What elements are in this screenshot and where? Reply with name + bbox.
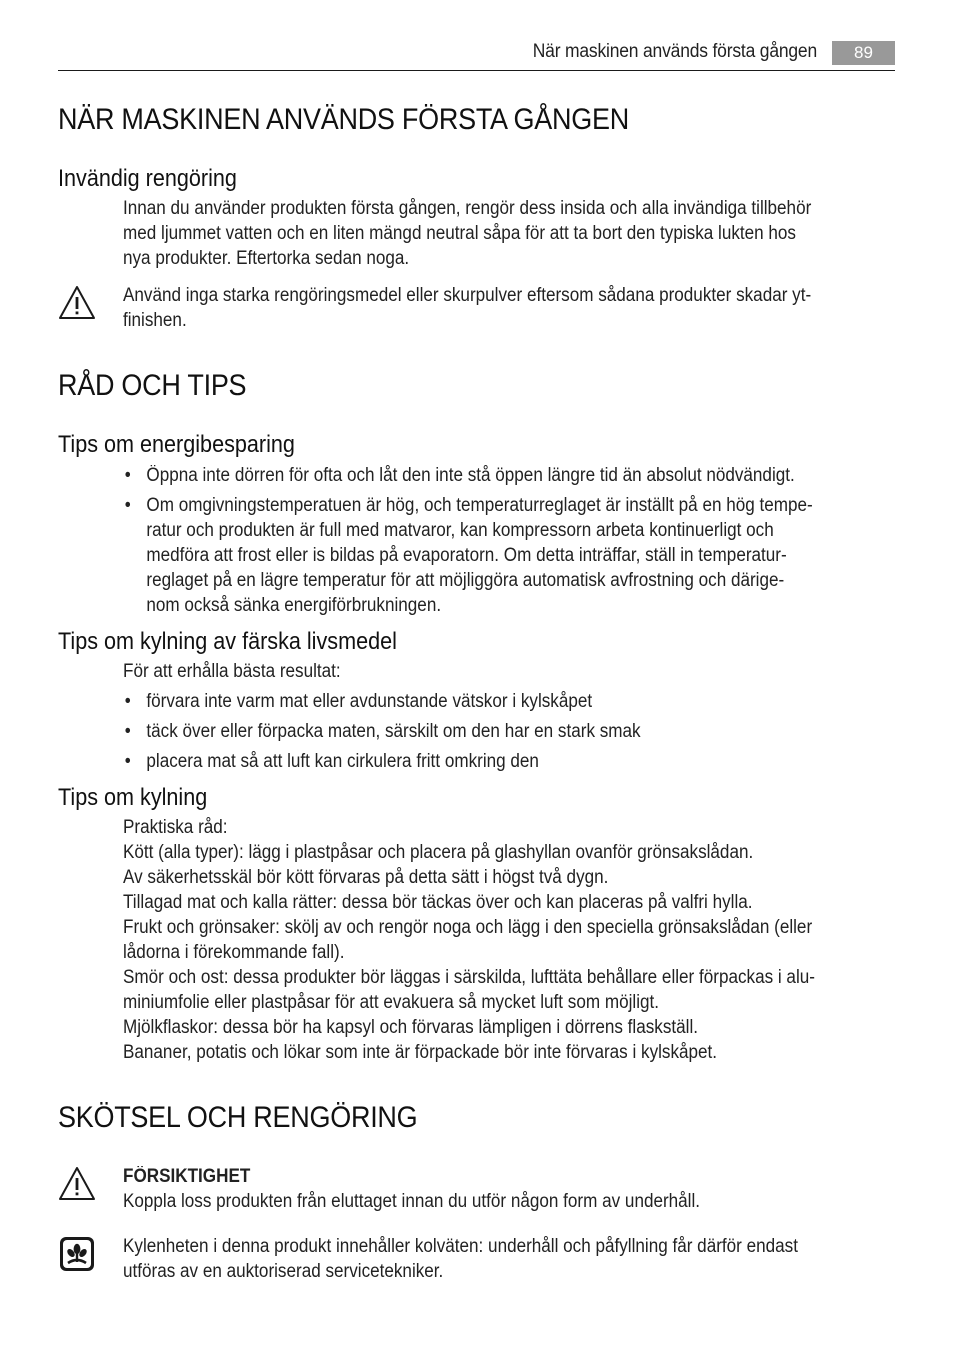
section-title-advice: RÅD OCH TIPS xyxy=(58,369,247,402)
bullet-icon: • xyxy=(124,495,131,516)
fresh-food-intro: För att erhålla bästa resultat: xyxy=(123,661,341,682)
text-line: Kött (alla typer): lägg i plastpåsar och placera på glashyllan ovanför grönsakslådan. xyxy=(123,842,754,863)
warning-note xyxy=(58,283,895,333)
environment-flower-icon xyxy=(58,1236,96,1272)
text-line: Praktiska råd: xyxy=(123,817,228,838)
section-title-first-use: NÄR MASKINEN ANVÄNDS FÖRSTA GÅNGEN xyxy=(58,103,629,136)
text-line: Mjölkflaskor: dessa bör ha kapsyl och förvaras lämpligen i dörrens flaskställ. xyxy=(123,1017,699,1038)
text-line: Innan du använder produkten första gången, rengör dess insida och alla invändiga tillbehör xyxy=(123,198,812,219)
list-item: • förvara inte varm mat eller avdunstande vätskor i kylskåpet xyxy=(124,691,593,712)
text-line: utföras av en auktoriserad servicetekniker. xyxy=(123,1261,444,1282)
caution-note xyxy=(58,1164,895,1214)
bullet-icon: • xyxy=(124,721,131,742)
bullet-icon: • xyxy=(124,691,131,712)
text-line: Frukt och grönsaker: skölj av och rengör noga och lägg i den speciella grönsakslådan (eller xyxy=(123,917,813,938)
running-title: När maskinen används första gången xyxy=(532,41,817,62)
warning-triangle-icon xyxy=(58,285,96,321)
heading-interior-cleaning: Invändig rengöring xyxy=(58,165,237,192)
text-line: Bananer, potatis och lökar som inte är förpackade bör inte förvaras i kylskåpet. xyxy=(123,1042,718,1063)
interior-cleaning-text xyxy=(123,196,888,271)
page-number: 89 xyxy=(832,41,895,65)
text-line: Smör och ost: dessa produkter bör läggas i särskilda, lufttäta behållare eller förpackas i alu- xyxy=(123,967,815,988)
list-item: • täck över eller förpacka maten, särskilt om den har en stark smak xyxy=(124,721,641,742)
bullet-icon: • xyxy=(124,751,131,772)
heading-fresh-food-tips: Tips om kylning av färska livsmedel xyxy=(58,628,397,655)
header-rule xyxy=(58,70,895,71)
list-item: • Om omgivningstemperatuen är hög, och temperaturreglaget är inställt på en hög tempe- ratur och produkten är full med matvaror, kan kompressorn arbeta kontinuerligt och medföra att frost eller is bildas på evaporatorn. Om detta inträffar, ställ in temperatur- reglaget på en lägre temperatur för att möjliggöra automatisk avfrostning och därige- nom också sänka energiförbrukningen. xyxy=(124,495,813,616)
caution-text: Koppla loss produkten från eluttaget innan du utför någon form av underhåll. xyxy=(123,1191,701,1212)
text-line: Kylenheten i denna produkt innehåller kolväten: underhåll och påfyllning får därför endast xyxy=(123,1236,798,1257)
fresh-food-list xyxy=(123,689,888,774)
caution-label: FÖRSIKTIGHET xyxy=(123,1166,251,1187)
refrigeration-tips-text xyxy=(123,815,888,1065)
list-item: • Öppna inte dörren för ofta och låt den inte stå öppen längre tid än absolut nödvändigt. xyxy=(124,465,795,486)
text-line: nya produkter. Eftertorka sedan noga. xyxy=(123,248,410,269)
bullet-icon: • xyxy=(124,465,131,486)
text-line: Av säkerhetsskäl bör kött förvaras på detta sätt i högst två dygn. xyxy=(123,867,609,888)
running-header xyxy=(58,40,895,70)
text-line: miniumfolie eller plastpåsar för att evakuera så mycket luft som möjligt. xyxy=(123,992,660,1013)
text-line: med ljummet vatten och en liten mängd neutral såpa för att ta bort den typiska lukten hos xyxy=(123,223,796,244)
text-line: finishen. xyxy=(123,310,187,331)
text-line: Tillagad mat och kalla rätter: dessa bör täckas över och kan placeras på valfri hylla. xyxy=(123,892,753,913)
page-content xyxy=(58,100,895,1284)
warning-triangle-icon xyxy=(58,1166,96,1202)
heading-energy-tips: Tips om energibesparing xyxy=(58,431,295,458)
section-title-care: SKÖTSEL OCH RENGÖRING xyxy=(58,1101,418,1134)
list-item: • placera mat så att luft kan cirkulera fritt omkring den xyxy=(124,751,539,772)
text-line: Använd inga starka rengöringsmedel eller skurpulver eftersom sådana produkter skadar yt- xyxy=(123,285,812,306)
heading-refrigeration-tips: Tips om kylning xyxy=(58,784,208,811)
energy-tips-list xyxy=(123,463,888,618)
environment-note xyxy=(58,1234,895,1284)
text-line: lådorna i förekommande fall). xyxy=(123,942,345,963)
